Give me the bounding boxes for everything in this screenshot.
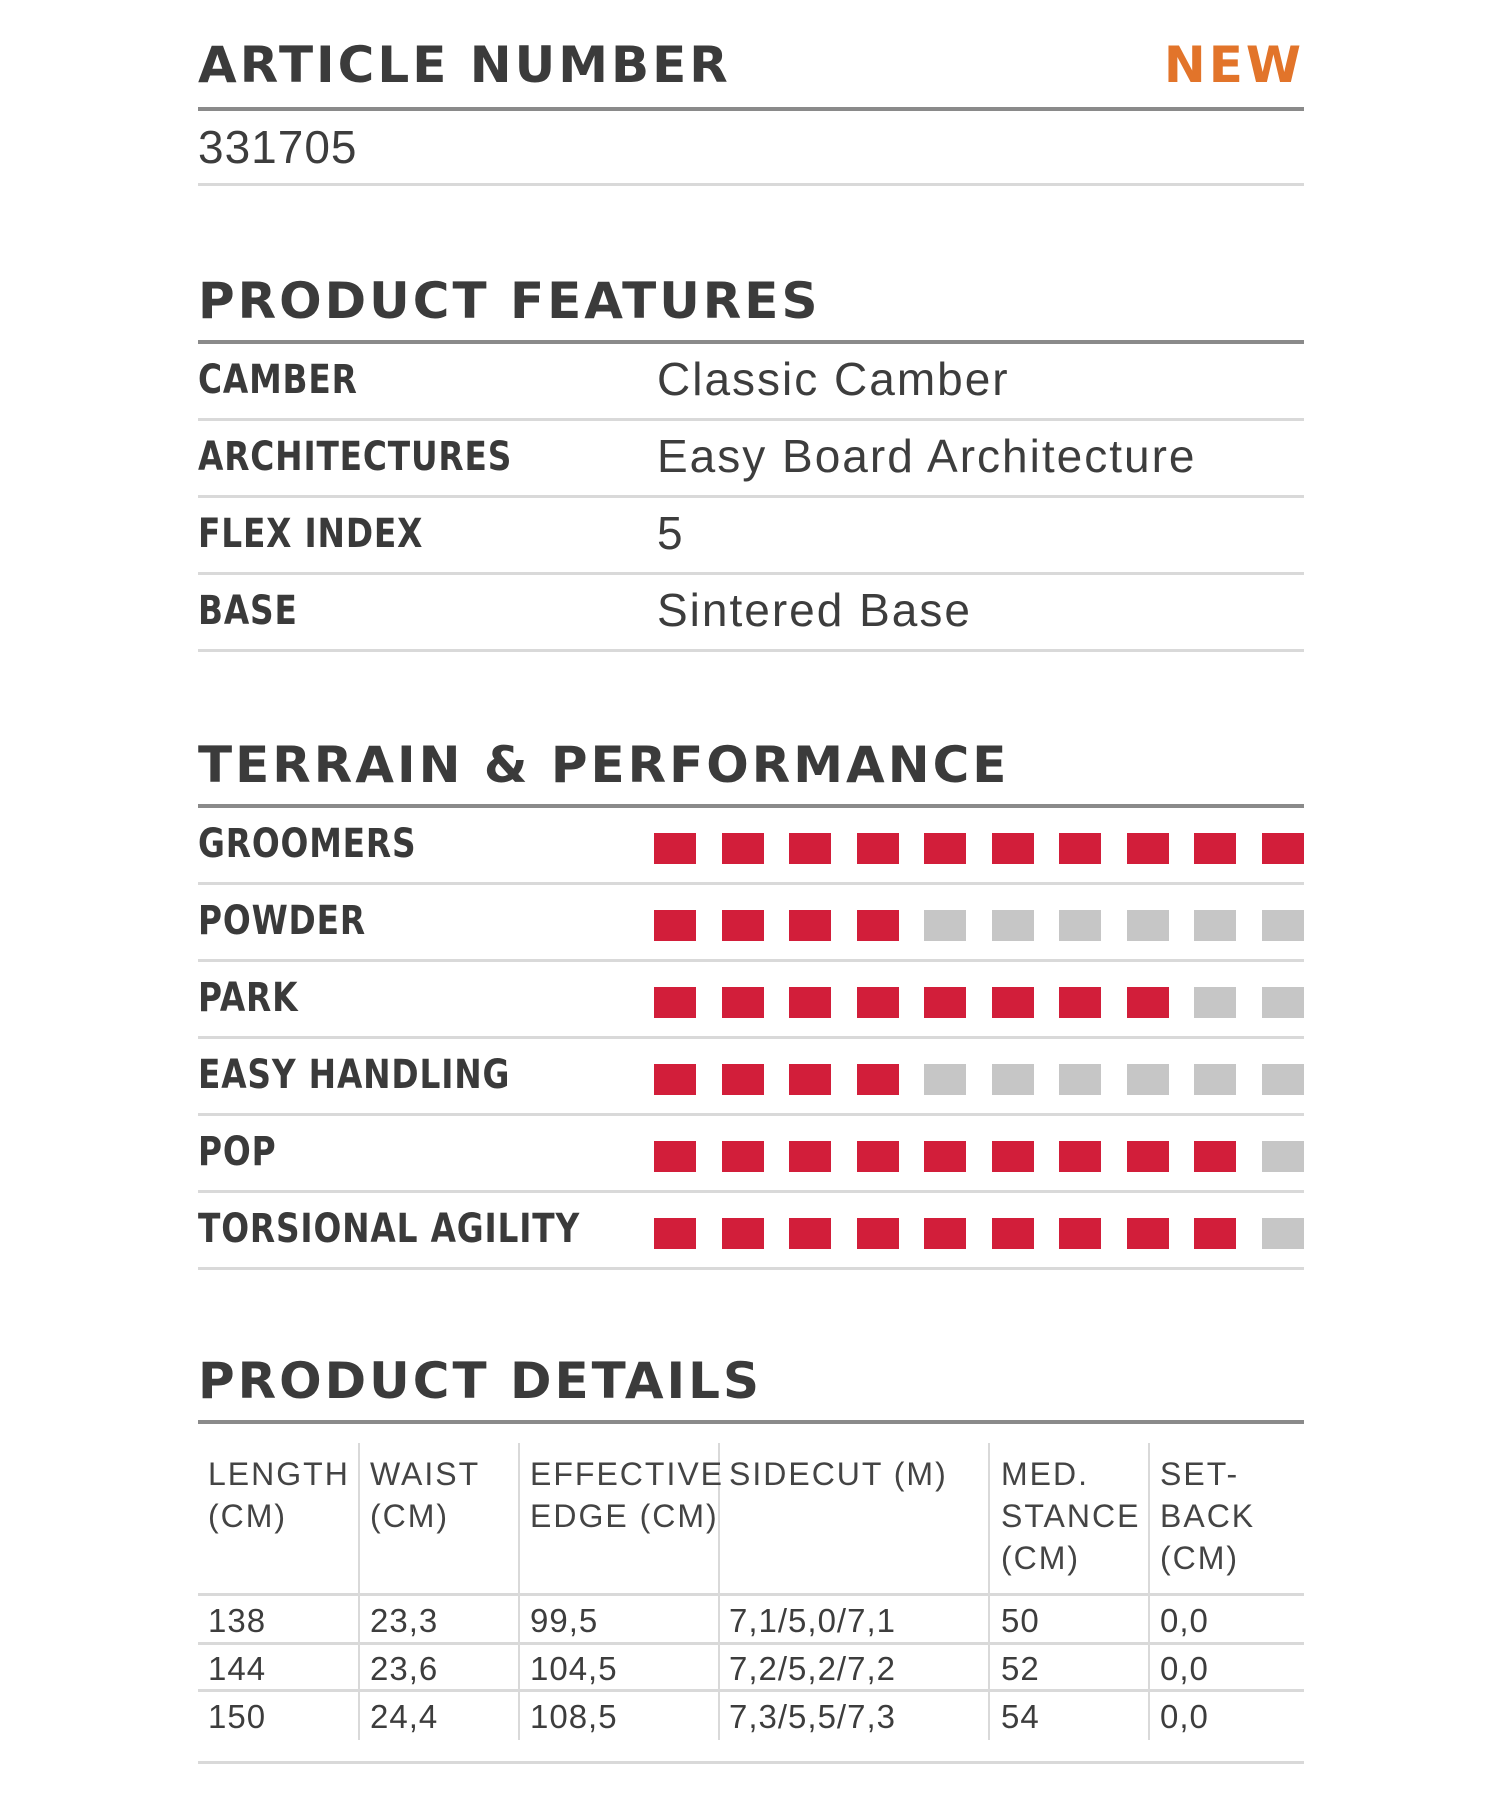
rating-square-empty xyxy=(992,910,1034,941)
rating-square-filled xyxy=(789,1218,831,1249)
table-cell: 24,4 xyxy=(370,1698,439,1735)
rating-square-filled xyxy=(1194,1218,1236,1249)
terrain-row xyxy=(198,1116,1304,1193)
rating-square-filled xyxy=(1127,833,1169,864)
rating-square-filled xyxy=(789,833,831,864)
feature-label: BASE xyxy=(198,588,298,634)
column-header: SIDECUT (M) xyxy=(729,1456,948,1492)
column-separator xyxy=(988,1443,990,1740)
feature-label: ARCHITECTURES xyxy=(198,434,513,480)
rating-square-filled xyxy=(722,1218,764,1249)
divider xyxy=(198,1593,1304,1596)
rating-square-filled xyxy=(1127,1218,1169,1249)
terrain-label: PARK xyxy=(198,975,299,1021)
rating-square-filled xyxy=(857,1218,899,1249)
rating-square-filled xyxy=(654,1218,696,1249)
article-header xyxy=(198,36,1304,96)
column-separator xyxy=(1148,1443,1150,1740)
table-cell: 7,3/5,5/7,3 xyxy=(729,1698,896,1735)
rating-square-empty xyxy=(1059,910,1101,941)
rating-square-empty xyxy=(992,1064,1034,1095)
rating-square-filled xyxy=(722,833,764,864)
rating-square-filled xyxy=(857,833,899,864)
feature-label: CAMBER xyxy=(198,357,358,403)
feature-value: Sintered Base xyxy=(657,584,972,636)
table-cell: 7,2/5,2/7,2 xyxy=(729,1650,896,1687)
rating-square-filled xyxy=(924,833,966,864)
rating-square-empty xyxy=(924,1064,966,1095)
rating-square-empty xyxy=(1059,1064,1101,1095)
divider xyxy=(198,1642,1304,1645)
column-header: EFFECTIVE EDGE (CM) xyxy=(530,1456,725,1534)
feature-value: Classic Camber xyxy=(657,353,1010,405)
table-cell: 99,5 xyxy=(530,1602,599,1639)
rating-square-filled xyxy=(924,1141,966,1172)
divider xyxy=(198,183,1304,186)
column-header: MED. STANCE (CM) xyxy=(1001,1456,1141,1576)
new-badge: NEW xyxy=(1163,36,1304,94)
rating-square-empty xyxy=(1127,1064,1169,1095)
divider xyxy=(198,107,1304,111)
feature-row xyxy=(198,421,1304,498)
rating-square-empty xyxy=(1194,910,1236,941)
rating-square-empty xyxy=(1194,1064,1236,1095)
table-cell: 54 xyxy=(1001,1698,1040,1735)
rating-square-filled xyxy=(857,1141,899,1172)
divider xyxy=(198,649,1304,652)
terrain-row xyxy=(198,885,1304,962)
rating-square-filled xyxy=(789,910,831,941)
rating-square-filled xyxy=(654,910,696,941)
feature-value: Easy Board Architecture xyxy=(657,430,1197,482)
feature-value: 5 xyxy=(657,507,685,559)
rating-square-empty xyxy=(1262,1218,1304,1249)
article-number-value: 331705 xyxy=(198,121,358,173)
column-header: LENGTH (CM) xyxy=(208,1456,350,1534)
product-details-title: PRODUCT DETAILS xyxy=(198,1352,763,1410)
rating-square-filled xyxy=(1127,987,1169,1018)
rating-square-filled xyxy=(992,1218,1034,1249)
rating-square-filled xyxy=(722,987,764,1018)
table-cell: 23,3 xyxy=(370,1602,439,1639)
rating-square-filled xyxy=(1059,987,1101,1018)
rating-square-filled xyxy=(857,1064,899,1095)
rating-square-empty xyxy=(1262,910,1304,941)
table-cell: 0,0 xyxy=(1160,1602,1209,1639)
terrain-row xyxy=(198,808,1304,885)
rating-square-empty xyxy=(1262,987,1304,1018)
feature-label: FLEX INDEX xyxy=(198,511,424,557)
feature-row xyxy=(198,498,1304,575)
column-header: WAIST (CM) xyxy=(370,1456,481,1534)
table-cell: 23,6 xyxy=(370,1650,439,1687)
rating-square-empty xyxy=(1262,1064,1304,1095)
terrain-label: EASY HANDLING xyxy=(198,1052,511,1098)
rating-square-empty xyxy=(924,910,966,941)
terrain-row xyxy=(198,1039,1304,1116)
table-cell: 0,0 xyxy=(1160,1650,1209,1687)
rating-square-filled xyxy=(1127,1141,1169,1172)
rating-square-filled xyxy=(992,833,1034,864)
table-cell: 50 xyxy=(1001,1602,1040,1639)
table-cell: 7,1/5,0/7,1 xyxy=(729,1602,896,1639)
column-header: SET- BACK (CM) xyxy=(1160,1456,1256,1576)
rating-bar xyxy=(654,833,1304,864)
rating-square-filled xyxy=(857,987,899,1018)
rating-bar xyxy=(654,1218,1304,1249)
rating-square-filled xyxy=(789,1141,831,1172)
table-cell: 138 xyxy=(208,1602,267,1639)
table-cell: 108,5 xyxy=(530,1698,618,1735)
rating-square-filled xyxy=(722,1141,764,1172)
rating-bar xyxy=(654,987,1304,1018)
rating-square-filled xyxy=(1262,833,1304,864)
column-separator xyxy=(518,1443,520,1740)
rating-square-filled xyxy=(992,1141,1034,1172)
feature-row xyxy=(198,344,1304,421)
rating-square-empty xyxy=(1194,987,1236,1018)
product-details-table xyxy=(198,1443,1304,1765)
table-cell: 150 xyxy=(208,1698,267,1735)
terrain-label: GROOMERS xyxy=(198,821,417,867)
rating-square-filled xyxy=(654,987,696,1018)
rating-square-empty xyxy=(1262,1141,1304,1172)
terrain-performance-title: TERRAIN & PERFORMANCE xyxy=(198,736,1010,794)
rating-square-filled xyxy=(924,987,966,1018)
rating-square-filled xyxy=(1059,1141,1101,1172)
rating-square-empty xyxy=(1127,910,1169,941)
rating-bar xyxy=(654,1064,1304,1095)
table-cell: 52 xyxy=(1001,1650,1040,1687)
divider xyxy=(198,1761,1304,1764)
rating-square-filled xyxy=(1194,1141,1236,1172)
article-number-title: ARTICLE NUMBER xyxy=(198,36,731,94)
table-cell: 144 xyxy=(208,1650,267,1687)
column-separator xyxy=(358,1443,360,1740)
divider xyxy=(198,1420,1304,1424)
rating-square-filled xyxy=(654,1064,696,1095)
rating-square-filled xyxy=(722,910,764,941)
terrain-label: POP xyxy=(198,1129,277,1175)
rating-bar xyxy=(654,910,1304,941)
terrain-label: POWDER xyxy=(198,898,366,944)
rating-square-filled xyxy=(654,1141,696,1172)
rating-square-filled xyxy=(1194,833,1236,864)
terrain-label: TORSIONAL AGILITY xyxy=(198,1206,581,1252)
terrain-row xyxy=(198,962,1304,1039)
rating-square-filled xyxy=(857,910,899,941)
table-cell: 104,5 xyxy=(530,1650,618,1687)
table-cell: 0,0 xyxy=(1160,1698,1209,1735)
terrain-row xyxy=(198,1193,1304,1270)
rating-square-filled xyxy=(992,987,1034,1018)
rating-square-filled xyxy=(654,833,696,864)
divider xyxy=(198,1267,1304,1270)
rating-square-filled xyxy=(1059,1218,1101,1249)
rating-square-filled xyxy=(1059,833,1101,864)
rating-square-filled xyxy=(789,1064,831,1095)
rating-square-filled xyxy=(924,1218,966,1249)
divider xyxy=(198,1689,1304,1692)
rating-square-filled xyxy=(722,1064,764,1095)
product-features-title: PRODUCT FEATURES xyxy=(198,272,821,330)
rating-square-filled xyxy=(789,987,831,1018)
feature-row xyxy=(198,575,1304,652)
rating-bar xyxy=(654,1141,1304,1172)
